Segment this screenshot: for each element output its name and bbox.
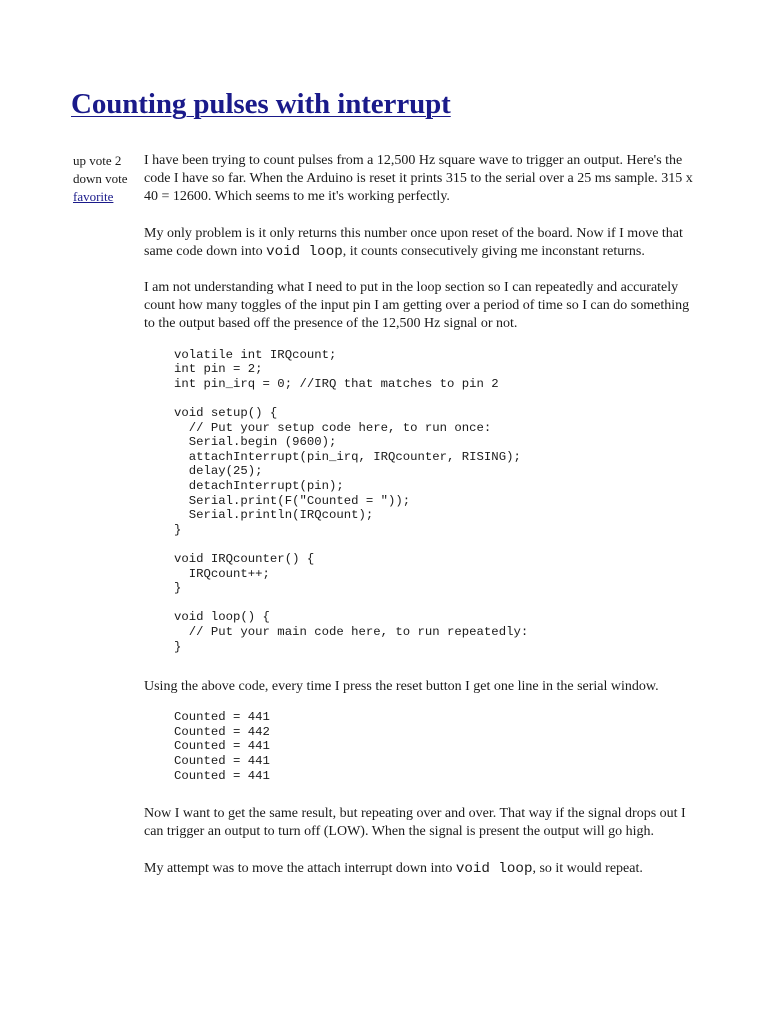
paragraph-2	[144, 225, 700, 261]
down-vote-label[interactable]: down vote	[73, 171, 128, 186]
paragraph-1: I have been trying to count pulses from a 12,500 Hz square wave to trigger an output. Here's the code I have so far. When the Arduino is reset it prints 315 to the serial over a 25 ms sample. 315 x 40 = 12600. Which seems to me it's working perfectly.	[144, 153, 693, 205]
paragraph-6-text-after: , so it would repeat.	[532, 860, 643, 876]
code-block-serial-output: Counted = 441 Counted = 442 Counted = 441 Counted = 441 Counted = 441	[174, 710, 270, 783]
question-body	[144, 152, 700, 896]
paragraph-6-text-before: My attempt was to move the attach interrupt down into	[144, 860, 456, 876]
inline-code-void-loop-2: void loop	[455, 860, 533, 877]
code-block-sketch: volatile int IRQcount; int pin = 2; int pin_irq = 0; //IRQ that matches to pin 2 void setup() { // Put your setup code here, to run once: Serial.begin (9600); attachInterrupt(pin_irq, IRQcounter, RISING); delay(25); detachInterrupt(pin); Serial.print(F("Counted = ")); Serial.println(IRQcount); } void IRQcounter() { IRQcount++; } void loop() { // Put your main code here, to run repeatedly: }	[174, 347, 529, 654]
up-vote-label[interactable]: up vote 2	[73, 153, 122, 168]
inline-code-void-loop: void loop	[266, 243, 343, 260]
page-title: Counting pulses with interrupt	[71, 88, 451, 120]
paragraph-6	[144, 860, 700, 878]
paragraph-3: I am not understanding what I need to put in the loop section so I can repeatedly and accurately count how many toggles of the input pin I am getting over a period of time so I can do something to the output based off the presence of the 12,500 Hz signal or not.	[144, 280, 690, 332]
paragraph-2-text-after: , it counts consecutively giving me inconstant returns.	[342, 243, 645, 259]
paragraph-5: Now I want to get the same result, but repeating over and over. That way if the signal drops out I can trigger an output to turn off (LOW). When the signal is present the output will go high.	[144, 806, 686, 840]
vote-panel	[73, 152, 145, 206]
paragraph-4: Using the above code, every time I press the reset button I get one line in the serial window.	[144, 679, 659, 695]
favorite-link[interactable]: favorite	[73, 189, 114, 204]
paragraph-2-text-before: My only problem is it only returns this number once upon reset of the board. Now if I move that same code down into	[144, 225, 683, 259]
